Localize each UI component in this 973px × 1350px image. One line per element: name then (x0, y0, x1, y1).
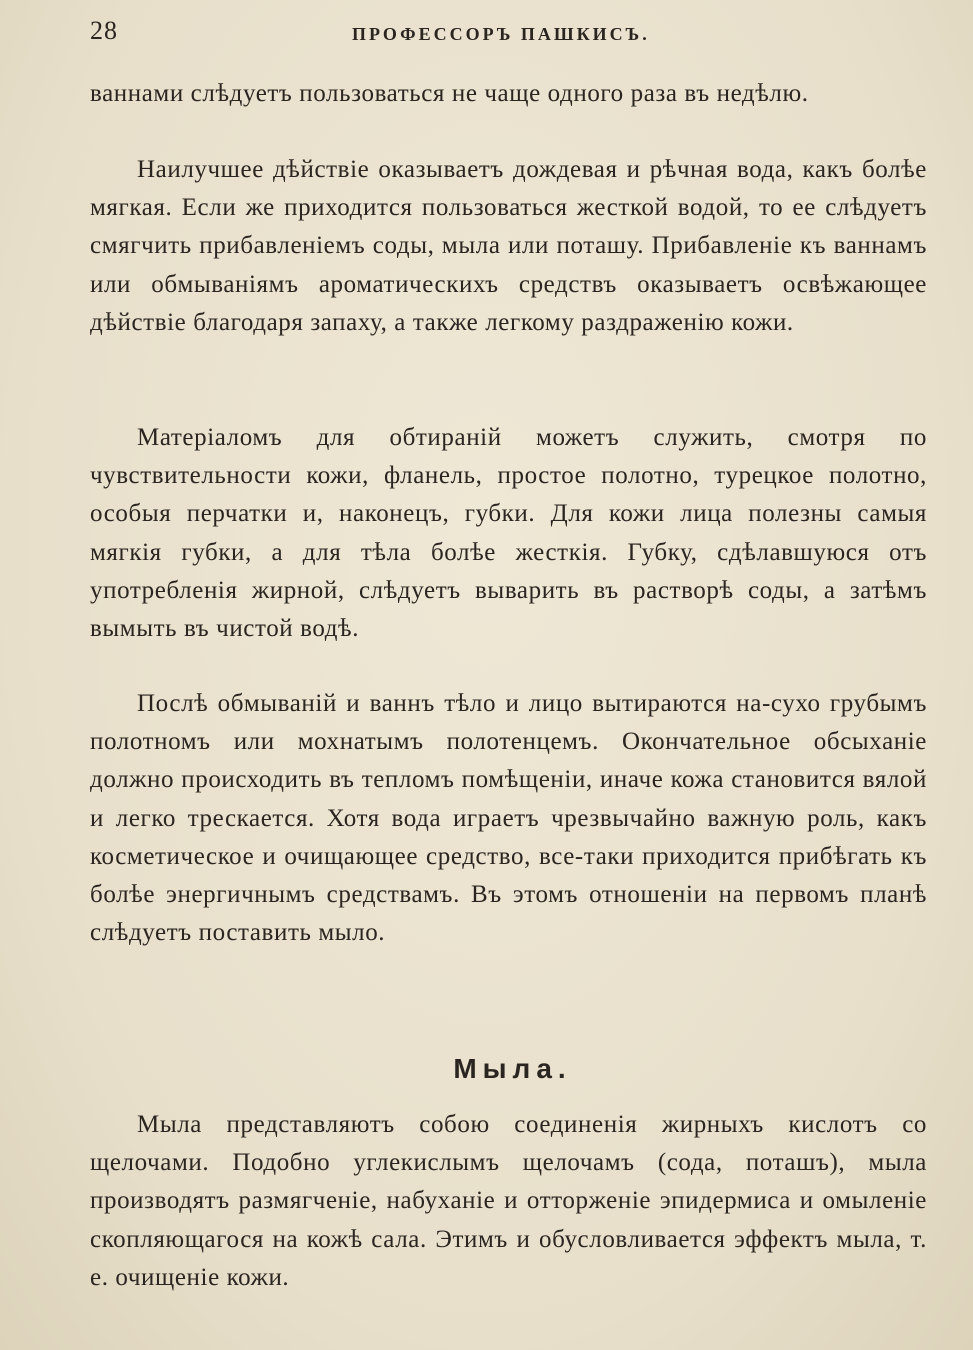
paragraph-continued (90, 75, 927, 113)
paragraph-text: Послѣ обмываній и ваннъ тѣло и лицо вытираются на-сухо грубымъ полотномъ или мохнатымъ полотенцемъ. Окончательное обсыханіе должно происходить въ тепломъ помѣщеніи, иначе кожа становится вялой и легко трескается. Хотя вода играетъ чрезвычайно важную роль, какъ косметическое и очищающее средство, все-таки приходится прибѣгать къ болѣе энергичнымъ средствамъ. Въ этомъ отношеніи на первомъ планѣ слѣдуетъ поставить мыло. (90, 690, 927, 947)
running-head (90, 14, 928, 50)
paragraph-rubbing-materials (90, 419, 927, 648)
page-number: 28 (90, 16, 118, 45)
paragraph-soaps (90, 1106, 927, 1297)
paragraph-drying (90, 685, 927, 952)
running-title: ПРОФЕССОРЪ ПАШКИСЪ. (352, 24, 650, 44)
paragraph-text: Мыла представляютъ собою соединенія жирныхъ кислотъ со щелочами. Подобно углекислымъ щелочамъ (сода, поташъ), мыла производятъ размягченіе, набуханіе и отторженіе эпидермиса и омыленіе скопляющагося на кожѣ сала. Этимъ и обусловливается эффектъ мыла, т. е. очищеніе кожи. (90, 1111, 927, 1291)
section-heading: Мыла. (453, 1053, 572, 1084)
paragraph-text: Матеріаломъ для обтираній можетъ служить, смотря по чувствительности кожи, фланель, простое полотно, турецкое полотно, особыя перчатки и, наконецъ, губки. Для кожи лица полезны самыя мягкія губки, а для тѣла болѣе жесткія. Губку, сдѣлавшуюся отъ употребленія жирной, слѣдуетъ выварить въ растворѣ соды, а затѣмъ вымыть въ чистой водѣ. (90, 424, 927, 643)
paragraph-text: Наилучшее дѣйствіе оказываетъ дождевая и рѣчная вода, какъ болѣе мягкая. Если же приходится пользоваться жесткой водой, то ее слѣдуетъ смягчить прибавленіемъ соды, мыла или поташу. Прибавленіе къ ваннамъ или обмываніямъ ароматическихъ средствъ оказываетъ освѣжающее дѣйствіе благодаря запаху, а также легкому раздраженію кожи. (90, 156, 927, 336)
paragraph-water-quality (90, 151, 927, 342)
paragraph-text: ваннами слѣдуетъ пользоваться не чаще одного раза въ недѣлю. (90, 80, 809, 107)
